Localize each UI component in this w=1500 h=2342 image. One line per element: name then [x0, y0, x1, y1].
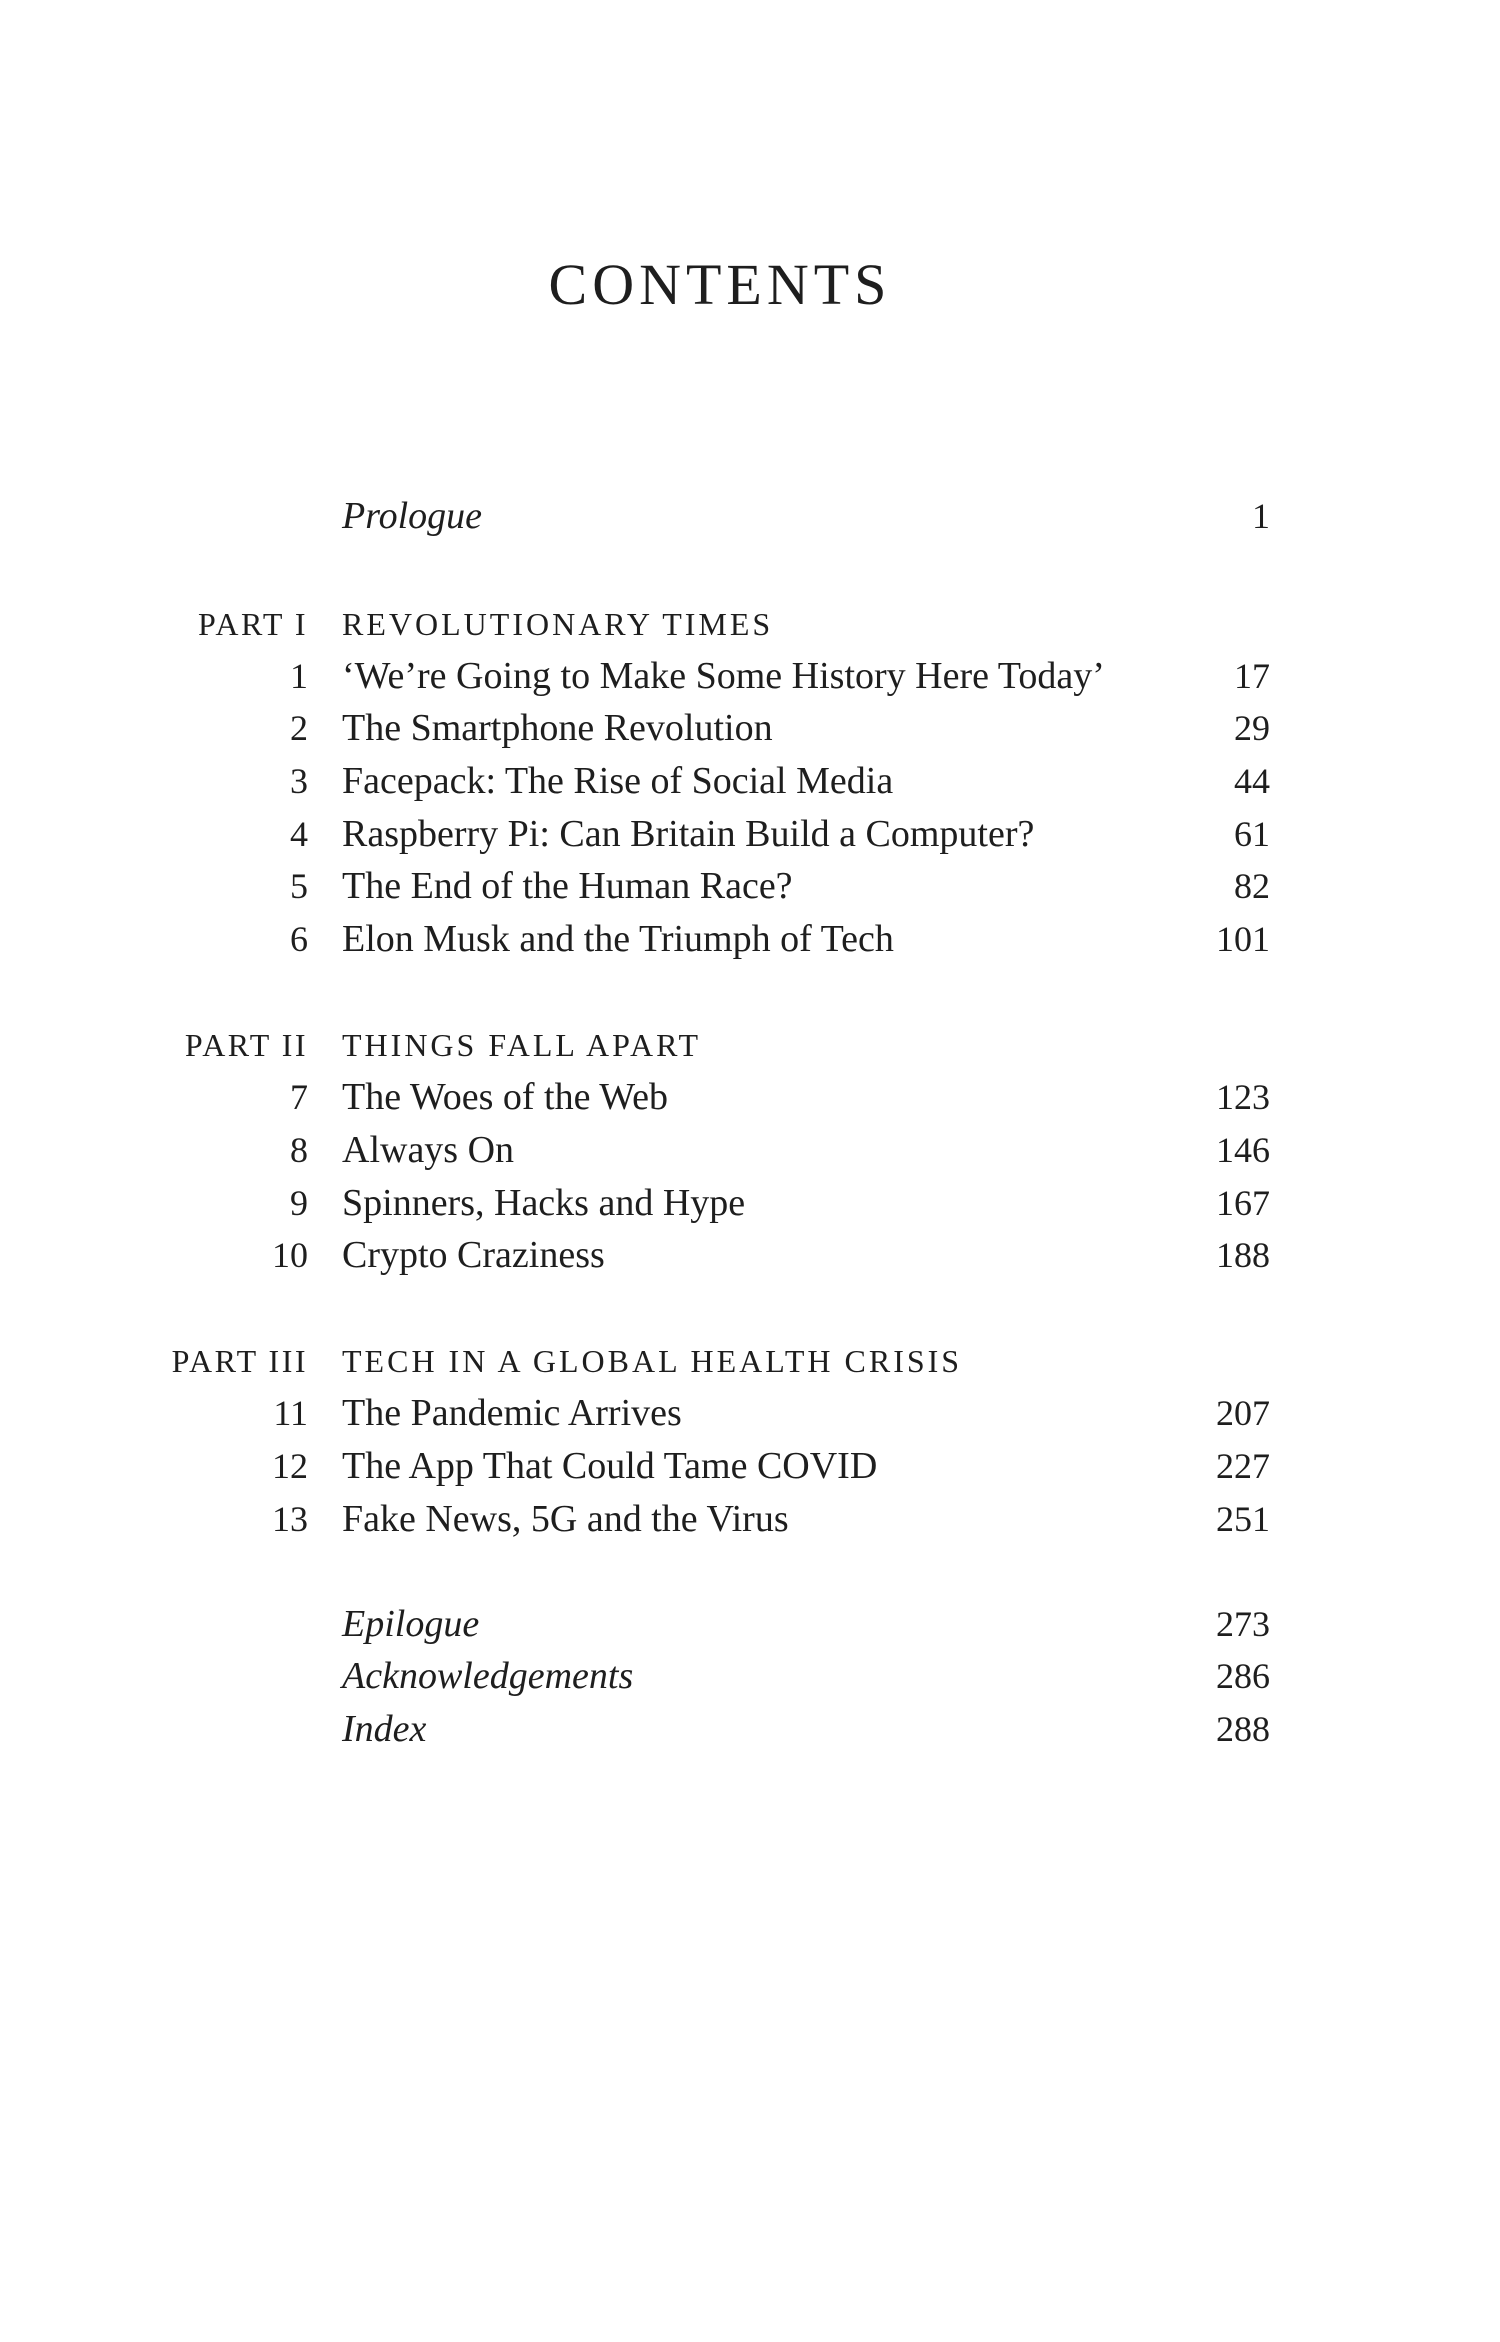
chapter-number: 9	[290, 1183, 308, 1223]
chapter-number: 6	[290, 919, 308, 959]
part-label: PART I	[197, 606, 308, 642]
chapter-page-number: 29	[1234, 708, 1270, 748]
chapter-number: 12	[272, 1446, 308, 1486]
part-heading-1	[0, 598, 1500, 650]
chapter-number: 13	[272, 1499, 308, 1539]
chapter-title: Spinners, Hacks and Hype	[342, 1182, 746, 1224]
chapter-number: 3	[290, 761, 308, 801]
entry-page-number: 273	[1216, 1604, 1270, 1644]
chapter-page-number: 44	[1234, 761, 1270, 801]
entry-title: Prologue	[342, 495, 483, 537]
part-heading-2	[0, 1019, 1500, 1071]
chapter-title: Always On	[342, 1129, 515, 1171]
chapter-title: The End of the Human Race?	[342, 865, 793, 907]
toc-entry-prologue[interactable]	[0, 490, 1500, 542]
chapter-entry[interactable]	[0, 913, 1500, 965]
chapter-entry[interactable]	[0, 1440, 1500, 1492]
chapter-number: 7	[290, 1077, 308, 1117]
chapter-page-number: 227	[1216, 1446, 1270, 1486]
chapter-page-number: 146	[1216, 1130, 1270, 1170]
part-label: PART III	[171, 1343, 308, 1379]
chapter-entry[interactable]	[0, 808, 1500, 860]
chapter-entry[interactable]	[0, 860, 1500, 912]
chapter-entry[interactable]	[0, 1177, 1500, 1229]
toc-entry-epilogue[interactable]	[0, 1598, 1500, 1650]
entry-title: Epilogue	[342, 1603, 480, 1645]
chapter-page-number: 251	[1216, 1499, 1270, 1539]
part-label: PART II	[184, 1027, 308, 1063]
chapter-page-number: 17	[1234, 656, 1270, 696]
chapter-title: Crypto Craziness	[342, 1234, 605, 1276]
chapter-page-number: 188	[1216, 1235, 1270, 1275]
chapter-entry[interactable]	[0, 755, 1500, 807]
chapter-entry[interactable]	[0, 1493, 1500, 1545]
chapter-title: Elon Musk and the Triumph of Tech	[342, 918, 894, 960]
chapter-entry[interactable]	[0, 702, 1500, 754]
chapter-title: The Smartphone Revolution	[342, 707, 773, 749]
chapter-entry[interactable]	[0, 1387, 1500, 1439]
chapter-page-number: 123	[1216, 1077, 1270, 1117]
chapter-number: 10	[272, 1235, 308, 1275]
part-title: THINGS FALL APART	[342, 1027, 702, 1063]
chapter-title: The Woes of the Web	[342, 1076, 668, 1118]
toc-entry-acknowledgements[interactable]	[0, 1650, 1500, 1702]
chapter-title: The Pandemic Arrives	[342, 1392, 682, 1434]
toc-entry-index[interactable]	[0, 1703, 1500, 1755]
entry-page-number: 286	[1216, 1656, 1270, 1696]
chapter-page-number: 61	[1234, 814, 1270, 854]
chapter-number: 1	[290, 656, 308, 696]
chapter-number: 8	[290, 1130, 308, 1170]
chapter-page-number: 207	[1216, 1393, 1270, 1433]
chapter-page-number: 82	[1234, 866, 1270, 906]
chapter-page-number: 167	[1216, 1183, 1270, 1223]
part-title: TECH IN A GLOBAL HEALTH CRISIS	[342, 1343, 963, 1379]
chapter-number: 5	[290, 866, 308, 906]
part-heading-3	[0, 1335, 1500, 1387]
chapter-number: 2	[290, 708, 308, 748]
chapter-entry[interactable]	[0, 1071, 1500, 1123]
chapter-title: Raspberry Pi: Can Britain Build a Computer?	[342, 813, 1035, 855]
chapter-page-number: 101	[1216, 919, 1270, 959]
chapter-title: ‘We’re Going to Make Some History Here Today’	[342, 655, 1105, 697]
chapter-number: 4	[290, 814, 308, 854]
entry-page-number: 1	[1252, 496, 1270, 536]
part-title: REVOLUTIONARY TIMES	[342, 606, 774, 642]
chapter-entry[interactable]	[0, 650, 1500, 702]
entry-page-number: 288	[1216, 1709, 1270, 1749]
chapter-title: Facepack: The Rise of Social Media	[342, 760, 894, 802]
entry-title: Index	[342, 1708, 427, 1750]
chapter-title: Fake News, 5G and the Virus	[342, 1498, 789, 1540]
chapter-number: 11	[273, 1393, 308, 1433]
entry-title: Acknowledgements	[342, 1655, 634, 1697]
chapter-entry[interactable]	[0, 1124, 1500, 1176]
chapter-entry[interactable]	[0, 1229, 1500, 1281]
chapter-title: The App That Could Tame COVID	[342, 1445, 878, 1487]
page-title: CONTENTS	[548, 252, 892, 317]
